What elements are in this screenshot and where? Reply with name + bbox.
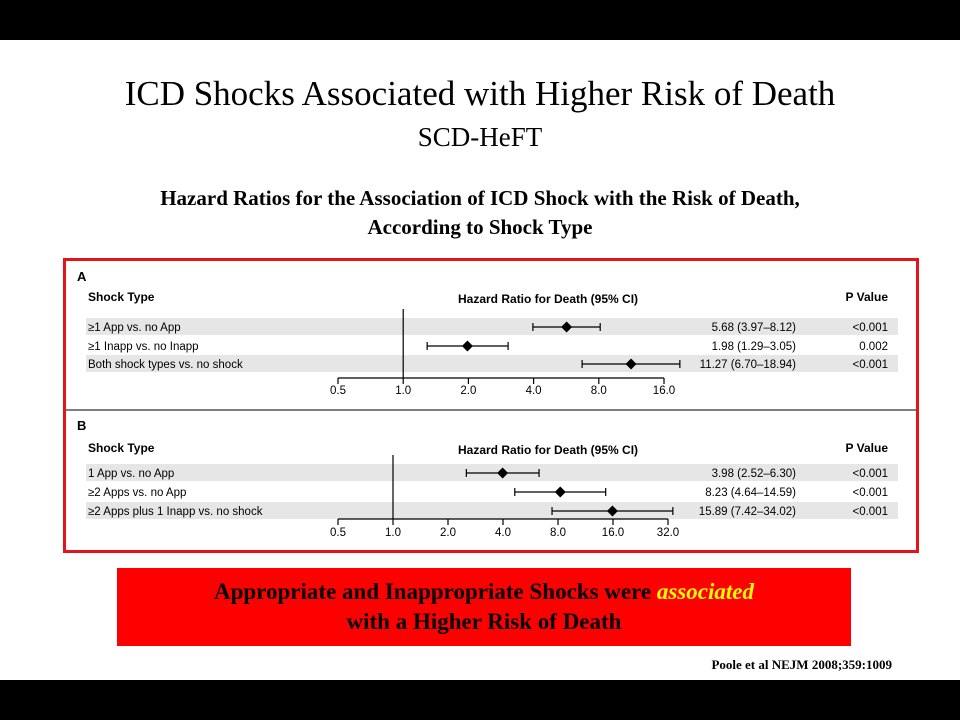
row-label: ≥1 Inapp vs. no Inapp [88,341,199,353]
hazard-ratio-ci-text: 1.98 (1.29–3.05) [711,341,796,353]
panel-letter: A [77,269,87,284]
x-axis-tick-label: 8.0 [590,385,607,397]
column-header-shock-type: Shock Type [88,290,155,304]
column-header-p-value: P Value [845,290,888,304]
p-value: <0.001 [852,322,888,334]
panel-letter: B [77,418,87,433]
hazard-ratio-ci-text: 5.68 (3.97–8.12) [711,322,796,334]
x-axis-tick-label: 16.0 [601,527,625,539]
column-header-hazard-ratio: Hazard Ratio for Death (95% CI) [458,292,639,306]
x-axis-tick-label: 4.0 [495,527,511,539]
column-header-shock-type: Shock Type [88,441,155,455]
callout-line2: with a Higher Risk of Death [346,609,622,634]
x-axis-tick-label: 1.0 [385,527,401,539]
x-axis-tick-label: 0.5 [330,527,346,539]
row-label: ≥1 App vs. no App [88,322,181,334]
p-value: <0.001 [852,487,888,499]
hazard-ratio-ci-text: 3.98 (2.52–6.30) [711,468,796,480]
hazard-ratio-point [555,487,566,498]
callout-highlight: associated [656,579,754,604]
row-label: ≥2 Apps plus 1 Inapp vs. no shock [88,506,263,518]
slide-subtitle: SCD-HeFT [417,122,543,152]
x-axis-tick-label: 2.0 [460,385,477,397]
figure-heading-line1: Hazard Ratios for the Association of ICD Shock with the Risk of Death, [160,186,800,210]
forest-plot-figure [63,258,919,553]
row-label: ≥2 Apps vs. no App [88,487,187,499]
column-header-p-value: P Value [845,441,888,455]
hazard-ratio-ci-text: 8.23 (4.64–14.59) [705,487,796,499]
hazard-ratio-point [462,341,473,352]
p-value: <0.001 [852,468,888,480]
figure-heading-line2: According to Shock Type [367,215,593,239]
p-value: <0.001 [852,359,888,371]
p-value: <0.001 [852,506,888,518]
x-axis-tick-label: 16.0 [652,385,676,397]
x-axis-tick-label: 4.0 [525,385,542,397]
conclusion-callout [117,568,851,646]
hazard-ratio-ci-text: 15.89 (7.42–34.02) [698,506,796,518]
callout-line1 [117,577,851,607]
x-axis-tick-label: 2.0 [440,527,456,539]
x-axis-tick-label: 0.5 [330,385,346,397]
figure-heading [0,184,960,242]
slide-title: ICD Shocks Associated with Higher Risk of Death [124,74,836,113]
row-label: Both shock types vs. no shock [88,359,243,371]
row-label: 1 App vs. no App [88,468,175,480]
callout-text-part1: Appropriate and Inappropriate Shocks were [214,579,657,604]
x-axis-tick-label: 32.0 [656,527,680,539]
x-axis-tick-label: 8.0 [550,527,566,539]
hazard-ratio-ci-text: 11.27 (6.70–18.94) [699,359,796,371]
citation: Poole et al NEJM 2008;359:1009 [711,657,892,672]
bottom-black-band [0,680,960,720]
top-black-band [0,0,960,40]
column-header-hazard-ratio: Hazard Ratio for Death (95% CI) [458,443,639,457]
forest-plot-svg [66,261,916,550]
x-axis-tick-label: 1.0 [395,385,412,397]
p-value: 0.002 [859,341,888,353]
